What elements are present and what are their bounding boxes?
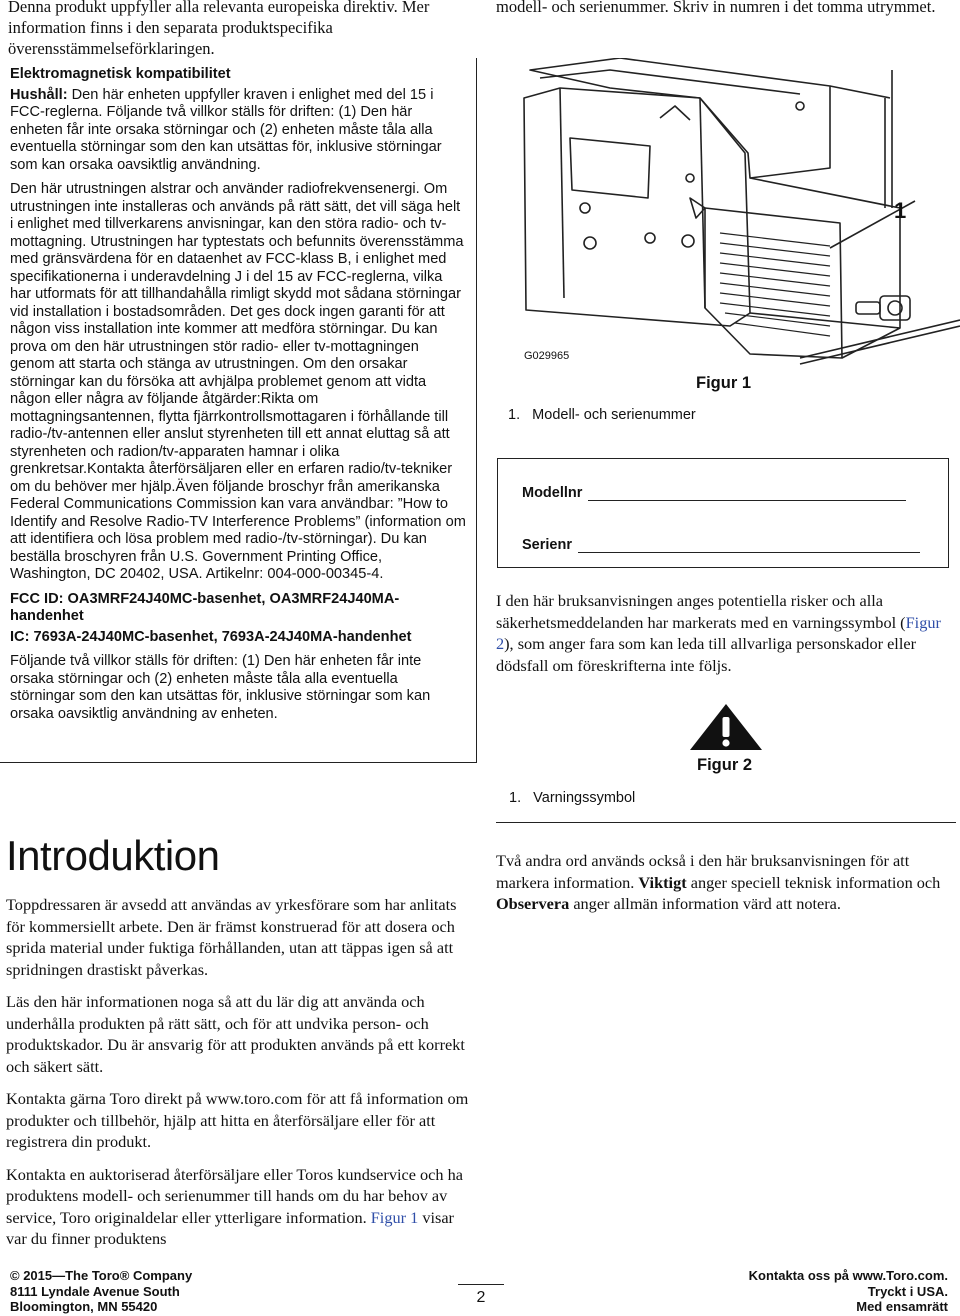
signal-p-d: anger allmän information värd att notera. [569,894,841,913]
signal-word-viktigt: Viktigt [638,872,687,892]
intro-paragraph-4 [6,1164,470,1250]
intro-section [6,894,470,1261]
figure1-machine-illustration [500,58,960,388]
footer-copyright: © 2015—The Toro® Company [10,1268,193,1283]
emc-household-label: Hushåll: [10,86,68,103]
intro-p4-b: visar var du finner produktens [6,1207,454,1248]
figure1-legend: 1. Modell- och serienummer [508,407,696,423]
footer-printed: Tryckt i USA. [867,1283,948,1299]
safety-p-a: I den här bruksanvisningen anges potentiella risker och alla säkerhetsmeddelanden har markerats med en varningssymbol ( [496,591,906,632]
signal-p-a: Två andra ord används också i den här bruksanvisningen för att markera information. [496,851,910,892]
figure1-caption: Figur 1 [696,374,752,392]
intro-p4-a: Kontakta en auktoriserad återförsäljare eller Toros kundservice och ha produktens modell- och serienummer till hands om du har behov av service, Toro originaldelar eller ytterligare information. [6,1164,463,1227]
serial-write-line[interactable] [578,551,920,553]
section-divider [496,822,956,823]
footer-company [10,1268,192,1315]
model-serial-box [497,458,949,568]
emc-fcc-id: FCC ID: OA3MRF24J40MC-basenhet, OA3MRF24J40MA-handenhet [10,590,400,624]
intro-paragraph-1: Toppdressaren är avsedd att användas av yrkesförare som har anlitats för kommersiellt arbete. Den är främst konstruerad för att dosera och sprida material under fuktiga förhållanden, utan att täppas igen så att spridningen drastiskt påverkas. [6,895,457,979]
footer-address-1: 8111 Lyndale Avenue South [10,1283,180,1299]
safety-p-b: ), som anger fara som kan leda till allvarliga personskador eller dödsfall om föreskrifterna inte följs. [496,634,916,675]
signal-word-observera: Observera [496,894,570,913]
model-row [522,485,906,501]
figure2-legend: 1. Varningssymbol [509,790,636,806]
signal-words-paragraph [496,850,958,915]
right-top-text: modell- och serienummer. Skriv in numren i det tomma utrymmet. [496,0,936,16]
emc-household-text: Den här enheten uppfyller kraven i enlighet med del 15 i FCC-reglerna. Följande två villkor ställs för driften: (1) Den här enheten får inte orsaka störningar och (2) enheten måste tåla alla eventuella störningar som den kan utsättas för, inklusive störningar som kan orsaka oavsiktlig användning. [10,86,442,173]
safety-paragraph [496,590,958,676]
footer-rights: Med ensamrätt [856,1299,948,1314]
emc-conditions-paragraph: Följande två villkor ställs för driften: (1) Den här enheten får inte orsaka störningar och (2) enheten måste tåla alla eventuella störningar som den kan utsättas för, inklusive störningar som kan orsaka oavsiktlig användning av enheten. [10,653,431,722]
serial-row [522,537,920,553]
intro-title: Introduktion [6,832,220,879]
signal-p-c: anger speciell teknisk information och [686,872,941,892]
figure1-code: G029965 [524,350,570,362]
conformity-text: Denna produkt uppfyller alla relevanta europeiska direktiv. Mer information finns i den separata produktspecifika överensstämmelseförklaringen. [8,0,430,58]
model-write-line[interactable] [588,499,906,501]
footer-address-2: Bloomington, MN 55420 [10,1299,158,1314]
footer-contact-url: Kontakta oss på www.Toro.com. [748,1268,948,1283]
figure2-caption: Figur 2 [697,756,753,774]
figure2-link[interactable]: Figur 2 [496,612,941,653]
intro-paragraph-3: Kontakta gärna Toro direkt på www.toro.com för att få information om produkter och tillbehör, hjälp att hitta en återförsäljare eller för att registrera din produkt. [6,1089,469,1151]
figure1-callout: 1 [894,198,907,223]
emc-ic: IC: 7693A-24J40MC-basenhet, 7693A-24J40MA-handenhet [10,628,412,645]
emc-heading: Elektromagnetisk kompatibilitet [10,66,231,82]
serial-label: Serienr [522,537,572,553]
footer-contact [749,1268,948,1315]
page-number: 2 [458,1284,504,1307]
emc-radio-paragraph: Den här utrustningen alstrar och använder radiofrekvensenergi. Om utrustningen inte installeras och används på rätt sätt, det vill säga helt i enlighet med tillverkarens anvisningar, kan den störa radio- och tv-mottagning. Utrustningen har typtestats och befunnits överensstämma med gränsvärdena för en dataenhet av FCC-klass B, i enlighet med specifikationerna i underavdelning J i del 15 av FCC-reglerna, vilka har utformats för att tillhandahålla rimligt skydd mot sådana störningar vid installation i bostadsområden. Det ges dock ingen garanti för att någon viss installation inte kommer att medföra störningar. Du kan prova om den här utrustningen stör radio- eller tv-mottagningen genom att starta och stänga av utrustningen. Om den orsakar störningar kan du försöka att avhjälpa problemet genom att vidta någon eller några av följande åtgärder:Rikta om mottagningsantennen, flytta fjärrkontrollsmottagaren i förhållande till radio-/tv-antennen eller anslut styrenheten till ett annat eluttag så att styrenheten och radion/tv-apparaten hamnar i olika grenkretsar.Kontakta återförsäljaren eller en erfaren radio/tv-tekniker om du behöver mer hjälp.Även följande broschyr från amerikanska Federal Communications Commission kan vara användbar: ”How to Identify and Resolve Radio-TV Interference Problems” (information om att identifiera och lösa problem med radio-/tv-störningar). Du kan beställa broschyren från U.S. Government Printing Office, Washington, DC 20402, USA. Artikelnr: 004-000-00345-4. [10,181,466,582]
intro-paragraph-2: Läs den här informationen noga så att du lär dig att använda och underhålla produkten på rätt sätt, och för att undvika person- och produktskador. Du är ansvarig för att produkten används på ett korrekt och säkert sätt. [6,992,465,1076]
emc-household-paragraph [10,87,466,175]
emc-section [10,66,466,730]
warning-triangle-icon [688,702,764,752]
model-label: Modellnr [522,485,583,501]
figure1-link[interactable]: Figur 1 [370,1207,419,1227]
